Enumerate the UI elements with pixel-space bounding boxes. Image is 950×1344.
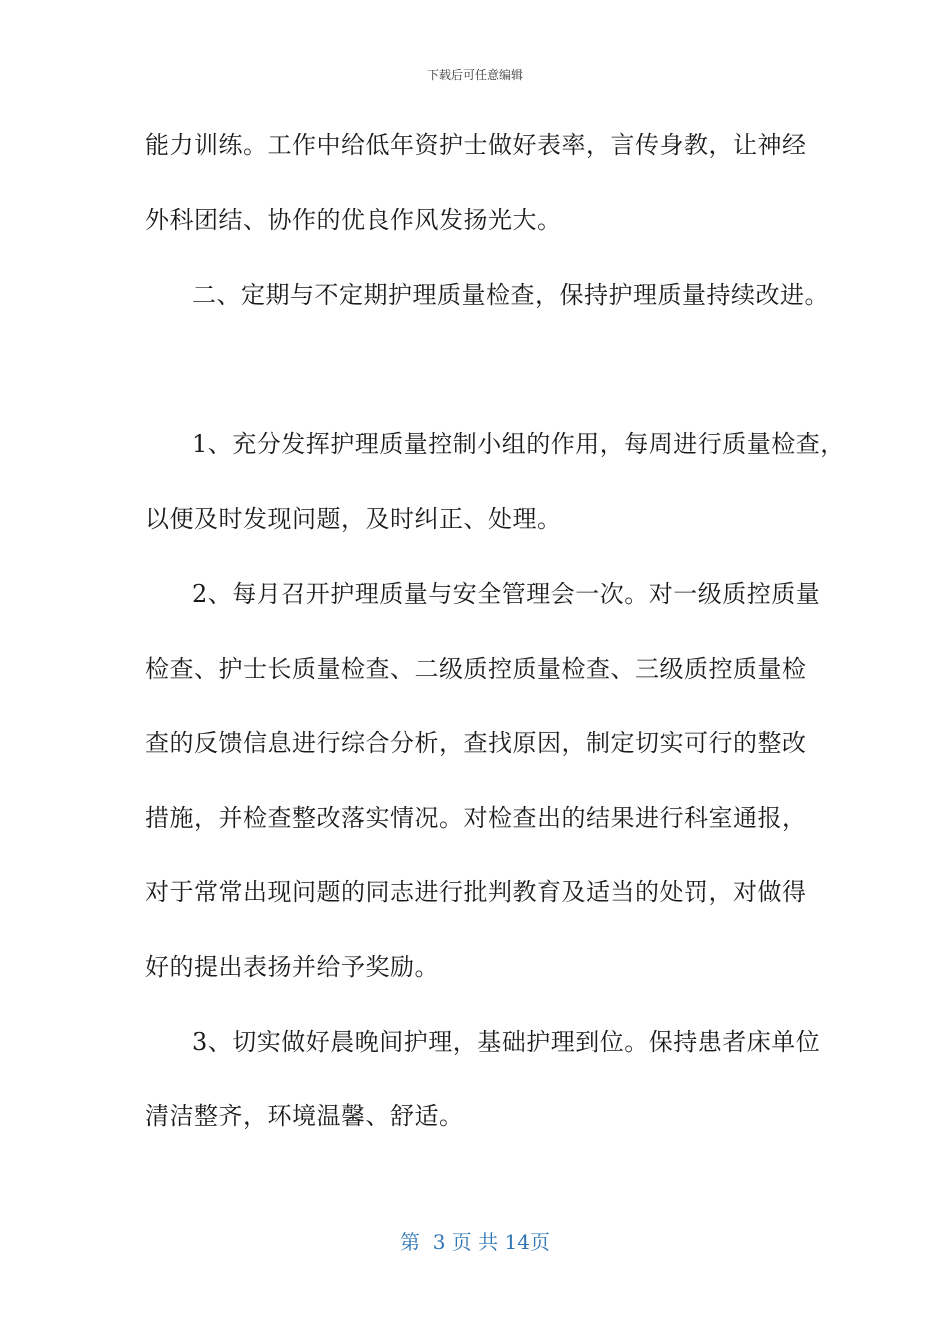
body-line: 检查、护士长质量检查、二级质控质量检查、三级质控质量检 [145,655,807,683]
body-line: 对于常常出现问题的同志进行批判教育及适当的处罚，对做得 [145,878,807,906]
body-line: 清洁整齐，环境温馨、舒适。 [145,1102,464,1130]
body-line: 措施，并检查整改落实情况。对检查出的结果进行科室通报， [145,804,807,832]
page-number-footer: 第 3 页 共 14页 [400,1230,550,1254]
body-line: 2、每月召开护理质量与安全管理会一次。对一级质控质量 [192,580,821,608]
body-line: 3、切实做好晨晚间护理，基础护理到位。保持患者床单位 [192,1028,821,1056]
body-line: 查的反馈信息进行综合分析，查找原因，制定切实可行的整改 [145,729,807,757]
body-line: 1、充分发挥护理质量控制小组的作用，每周进行质量检查， [192,430,845,458]
body-line: 好的提出表扬并给予奖励。 [145,953,439,981]
body-line: 能力训练。工作中给低年资护士做好表率，言传身教，让神经 [145,131,807,159]
section-heading: 二、定期与不定期护理质量检查，保持护理质量持续改进。 [192,281,829,309]
page-header: 下载后可任意编辑 [426,68,523,82]
body-line: 以便及时发现问题，及时纠正、处理。 [145,505,562,533]
body-line: 外科团结、协作的优良作风发扬光大。 [145,206,562,234]
